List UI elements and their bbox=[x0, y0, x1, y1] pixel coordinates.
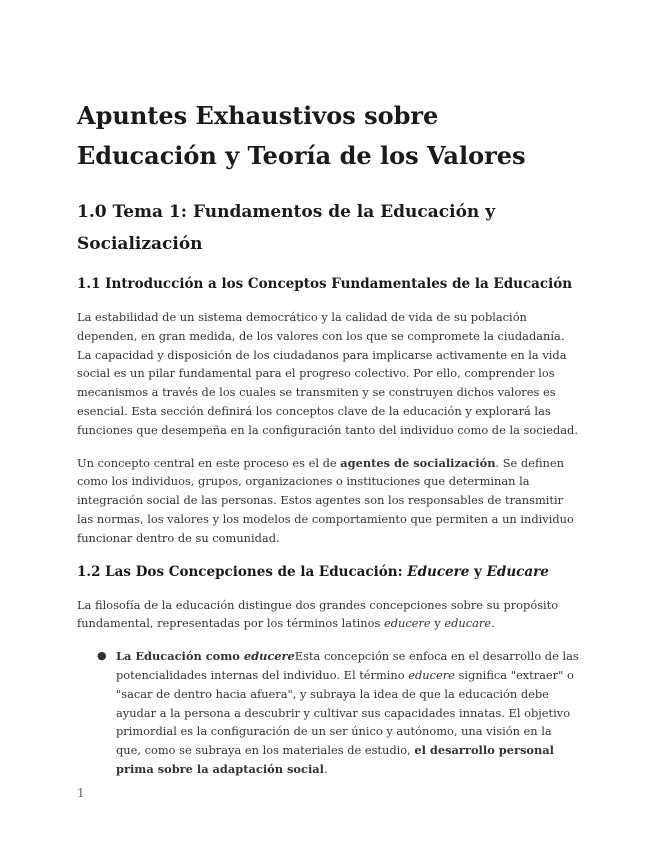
educere-term: educere bbox=[243, 649, 295, 664]
list-item-label: La Educación como educere bbox=[116, 649, 295, 664]
educere-term: educere bbox=[383, 616, 431, 631]
heading-text: 1.2 Las Dos Concepciones de la Educación: bbox=[77, 563, 408, 580]
document-title: Apuntes Exhaustivos sobre Educación y Teoría de los Valores bbox=[77, 101, 526, 170]
socialization-agents-term: agentes de socialización bbox=[340, 455, 496, 470]
bullet-icon: ● bbox=[97, 649, 107, 663]
list-item-text: Esta concepción se enfoca en el desarrollo de las potencialidades internas del individuo. El término bbox=[116, 649, 579, 682]
list-item bbox=[97, 647, 580, 779]
subsection-2-paragraph bbox=[77, 596, 580, 634]
educare-term: Educare bbox=[486, 563, 549, 580]
educere-term: Educere bbox=[407, 563, 470, 580]
heading-connector: y bbox=[469, 563, 487, 580]
paragraph-text: La filosofía de la educación distingue dos grandes concepciones sobre su propósito fundamental, representadas por los términos latinos bbox=[77, 597, 559, 631]
paragraph-connector: y bbox=[430, 616, 445, 631]
educare-term: educare bbox=[444, 616, 492, 631]
paragraph-text: . Se definen como los individuos, grupos, organizaciones o instituciones que determinan la integración social de las personas. Estos agentes son los responsables de transmitir las normas, los valores y los modelos de comportamiento que permiten a un individuo funcionar dentro de su comunidad. bbox=[77, 455, 574, 545]
document-page bbox=[77, 96, 580, 779]
subsection-1-heading: 1.1 Introducción a los Conceptos Fundamentales de la Educación bbox=[77, 276, 573, 292]
paragraph-end: . bbox=[491, 616, 495, 631]
section-heading: 1.0 Tema 1: Fundamentos de la Educación y Socialización bbox=[77, 202, 496, 254]
page-number: 1 bbox=[77, 786, 85, 800]
subsection-1-paragraph-1: La estabilidad de un sistema democrático y la calidad de vida de su población dependen, en gran medida, de los valores con los que se compromete la ciudadanía. La capacidad y disposición de los ciudadanos para implicarse activamente en la vida social es un pilar fundamental para el progreso colectivo. Por ello, comprender los mecanismos a través de los cuales se transmiten y se construyen dichos valores es esencial. Esta sección definirá los conceptos clave de la educación y explorará las funciones que desempeña en la configuración tanto del individuo como de la sociedad. bbox=[77, 310, 578, 437]
subsection-1-paragraph-2 bbox=[77, 454, 580, 548]
list-item-end: . bbox=[323, 761, 328, 776]
paragraph-text: Un concepto central en este proceso es el de bbox=[77, 455, 341, 470]
concepts-list bbox=[77, 647, 580, 779]
list-item-text: significa "extraer" o "sacar de dentro hacia afuera", y subraya la idea de que la educación debe ayudar a la persona a descubrir y cultivar sus capacidades innatas. El objetivo primordial es la configuración de un ser único y autónomo, una visión en la que, como se subraya en los materiales de estudio, bbox=[116, 667, 574, 758]
educere-term: educere bbox=[408, 667, 455, 682]
subsection-2-heading bbox=[77, 562, 580, 582]
emphasis-text: el desarrollo personal prima sobre la adaptación social bbox=[116, 743, 554, 776]
